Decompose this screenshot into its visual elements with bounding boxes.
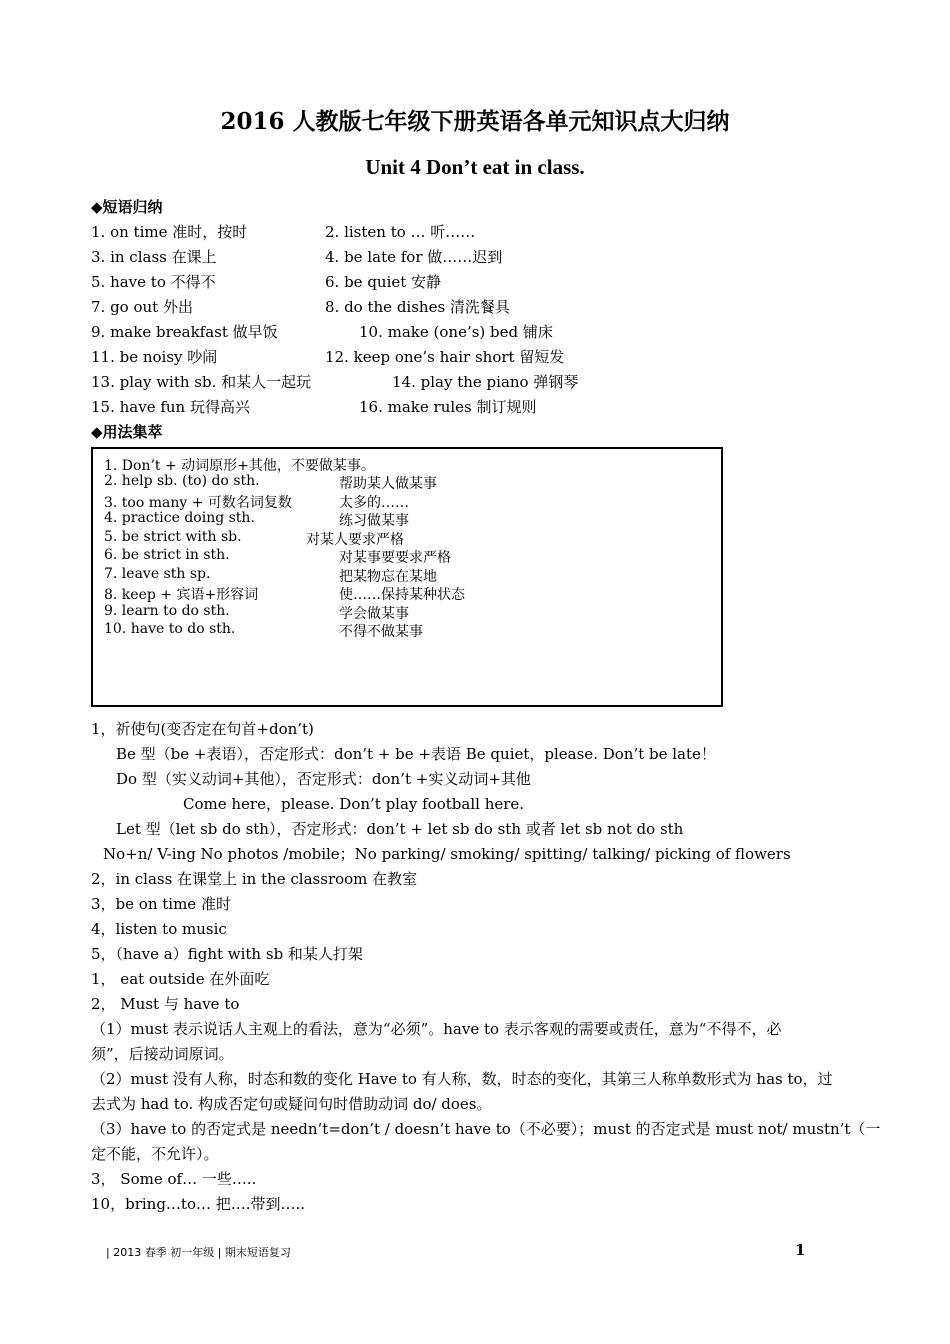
phrase-item: 13. play with sb. 和某人一起玩 [91,373,312,391]
note-line: 1， eat outside 在外面吃 [91,970,270,988]
usage-item-cn: 学会做某事 [339,606,409,622]
usage-item-en: 9. learn to do sth. [104,603,230,619]
phrase-item: 5. have to 不得不 [91,273,216,291]
usage-item-en: 6. be strict in sth. [104,547,230,563]
phrase-item: 7. go out 外出 [91,298,193,316]
note-line: 2，in class 在课堂上 in the classroom 在教室 [91,870,418,888]
note-line: Come here，please. Don’t play football here. [183,795,525,813]
phrase-item: 6. be quiet 安静 [325,273,442,291]
note-line: 4，listen to music [91,920,227,938]
usage-item-cn: 不得不做某事 [339,624,423,640]
note-line: 3， Some of… 一些….. [91,1170,257,1188]
usage-item-en: 1. Don’t + 动词原形+其他，不要做某事。 [104,458,375,474]
note-line: （3）have to 的否定式是 needn’t=don’t / doesn’t have to（不必要）；must 的否定式是 must not/ mustn’t（一 [91,1120,881,1138]
note-line: 10，bring…to… 把….带到….. [91,1195,306,1213]
phrase-item: 15. have fun 玩得高兴 [91,398,250,416]
usage-item-en: 4. practice doing sth. [104,510,255,526]
note-line: 去式为 had to. 构成否定句或疑问句时借助动词 do/ does。 [91,1095,492,1113]
usage-item-cn: 使……保持某种状态 [339,587,465,603]
note-line: 3，be on time 准时 [91,895,231,913]
usage-item-en: 5. be strict with sb. [104,529,242,545]
unit-title: Unit 4 Don’t eat in class. [365,155,585,179]
usage-item-en: 10. have to do sth. [104,621,236,637]
note-line: Do 型（实义动词+其他），否定形式：don’t +实义动词+其他 [116,770,531,788]
note-line: 定不能，不允许）。 [91,1145,219,1163]
phrase-item: 11. be noisy 吵闹 [91,348,218,366]
usage-item-cn: 对某人要求严格 [306,532,404,548]
phrase-item: 12. keep one’s hair short 留短发 [325,348,565,366]
usage-heading: ◆用法集萃 [91,423,163,441]
usage-item-en: 3. too many + 可数名词复数 [104,495,292,511]
phrases-heading: ◆短语归纳 [91,198,163,216]
usage-item-cn: 太多的…… [339,495,409,511]
note-line: Be 型（be +表语），否定形式：don’t + be +表语 Be quiet，please. Don’t be late！ [116,745,716,763]
usage-item-cn: 帮助某人做某事 [339,476,437,492]
usage-item-cn: 把某物忘在某地 [339,569,437,585]
note-line: 2， Must 与 have to [91,995,240,1013]
usage-item-cn: 练习做某事 [339,513,409,529]
note-line: No+n/ V-ing No photos /mobile；No parking/ smoking/ spitting/ talking/ picking of flowers [103,845,791,863]
phrase-item: 9. make breakfast 做早饭 [91,323,278,341]
phrase-item: 1. on time 准时，按时 [91,223,248,241]
phrase-item: 2. listen to … 听…… [325,223,476,241]
page-footer: | 2013 春季 初一年级 | 期末短语复习 [106,1246,291,1259]
document-title: 2016 人教版七年级下册英语各单元知识点大归纳 [220,108,730,135]
phrase-item: 14. play the piano 弹钢琴 [392,373,579,391]
note-line: 须”，后接动词原词。 [91,1045,234,1063]
usage-item-cn: 对某事要要求严格 [339,550,451,566]
phrase-item: 4. be late for 做……迟到 [325,248,503,266]
note-line: （1）must 表示说话人主观上的看法，意为“必须”。have to 表示客观的需要或责任，意为“不得不，必 [91,1020,782,1038]
phrase-item: 10. make (one’s) bed 铺床 [359,323,553,341]
usage-item-en: 2. help sb. (to) do sth. [104,473,260,489]
usage-item-en: 7. leave sth sp. [104,566,211,582]
note-line: 5，（have a）fight with sb 和某人打架 [91,945,363,963]
note-line: Let 型（let sb do sth），否定形式：don’t + let sb do sth 或者 let sb not do sth [116,820,684,838]
phrase-item: 8. do the dishes 清洗餐具 [325,298,510,316]
note-line: （2）must 没有人称，时态和数的变化 Have to 有人称，数，时态的变化，其第三人称单数形式为 has to，过 [91,1070,833,1088]
phrase-item: 3. in class 在课上 [91,248,217,266]
page-number: 1 [795,1241,806,1259]
phrase-item: 16. make rules 制订规则 [359,398,537,416]
note-line: 1，祈使句(变否定在句首+don’t) [91,720,314,738]
usage-item-en: 8. keep + 宾语+形容词 [104,587,259,603]
